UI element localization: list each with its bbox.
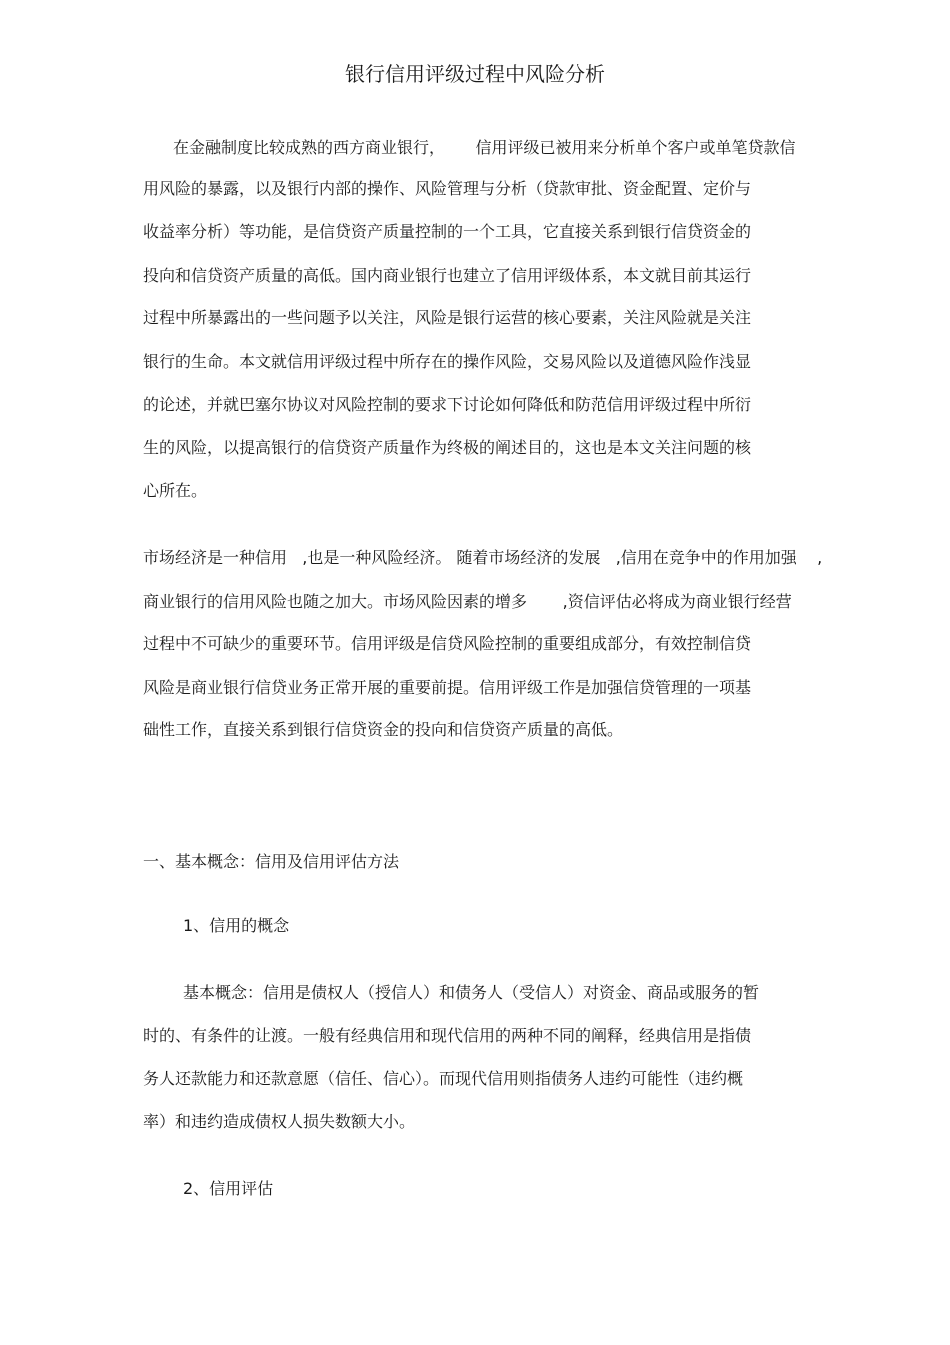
paragraph-line: 市场经济是一种信用 ,也是一种风险经济。 随着市场经济的发展 ,信用在竞争中的作用加强 , (143, 548, 823, 567)
paragraph-line: 收益率分析）等功能，是信贷资产质量控制的一个工具，它直接关系到银行信贷资金的 (143, 222, 752, 241)
paragraph-line: 在金融制度比较成熟的西方商业银行， 信用评级已被用来分析单个客户或单笔贷款信 (173, 138, 796, 157)
subsection-heading: 2、信用评估 (183, 1179, 274, 1198)
paragraph-line: 过程中不可缺少的重要环节。信用评级是信贷风险控制的重要组成部分，有效控制信贷 (143, 634, 752, 653)
paragraph-line: 生的风险，以提高银行的信贷资产质量作为终极的阐述目的，这也是本文关注问题的核 (143, 438, 752, 457)
paragraph-line: 务人还款能力和还款意愿（信任、信心）。而现代信用则指债务人违约可能性（违约概 (143, 1069, 744, 1088)
paragraph-line: 础性工作，直接关系到银行信贷资金的投向和信贷资产质量的高低。 (143, 720, 624, 739)
paragraph-line: 心所在。 (143, 481, 208, 500)
paragraph-line: 的论述，并就巴塞尔协议对风险控制的要求下讨论如何降低和防范信用评级过程中所衍 (143, 395, 752, 414)
paragraph-line: 风险是商业银行信贷业务正常开展的重要前提。信用评级工作是加强信贷管理的一项基 (143, 678, 752, 697)
paragraph-line: 基本概念：信用是债权人（授信人）和债务人（受信人）对资金、商品或服务的暂 (183, 983, 760, 1002)
paragraph-line: 过程中所暴露出的一些问题予以关注，风险是银行运营的核心要素，关注风险就是关注 (143, 308, 752, 327)
subsection-heading: 1、信用的概念 (183, 916, 290, 935)
paragraph-line: 投向和信贷资产质量的高低。国内商业银行也建立了信用评级体系，本文就目前其运行 (143, 266, 752, 285)
paragraph-line: 率）和违约造成债权人损失数额大小。 (143, 1112, 416, 1131)
paragraph-line: 商业银行的信用风险也随之加大。市场风险因素的增多 ,资信评估必将成为商业银行经营 (143, 592, 792, 611)
document-title: 银行信用评级过程中风险分析 (345, 62, 605, 86)
paragraph-line: 用风险的暴露，以及银行内部的操作、风险管理与分析（贷款审批、资金配置、定价与 (143, 179, 752, 198)
section-heading: 一、基本概念：信用及信用评估方法 (143, 852, 400, 871)
paragraph-line: 银行的生命。本文就信用评级过程中所存在的操作风险，交易风险以及道德风险作浅显 (143, 352, 752, 371)
paragraph-line: 时的、有条件的让渡。一般有经典信用和现代信用的两种不同的阐释，经典信用是指债 (143, 1026, 752, 1045)
